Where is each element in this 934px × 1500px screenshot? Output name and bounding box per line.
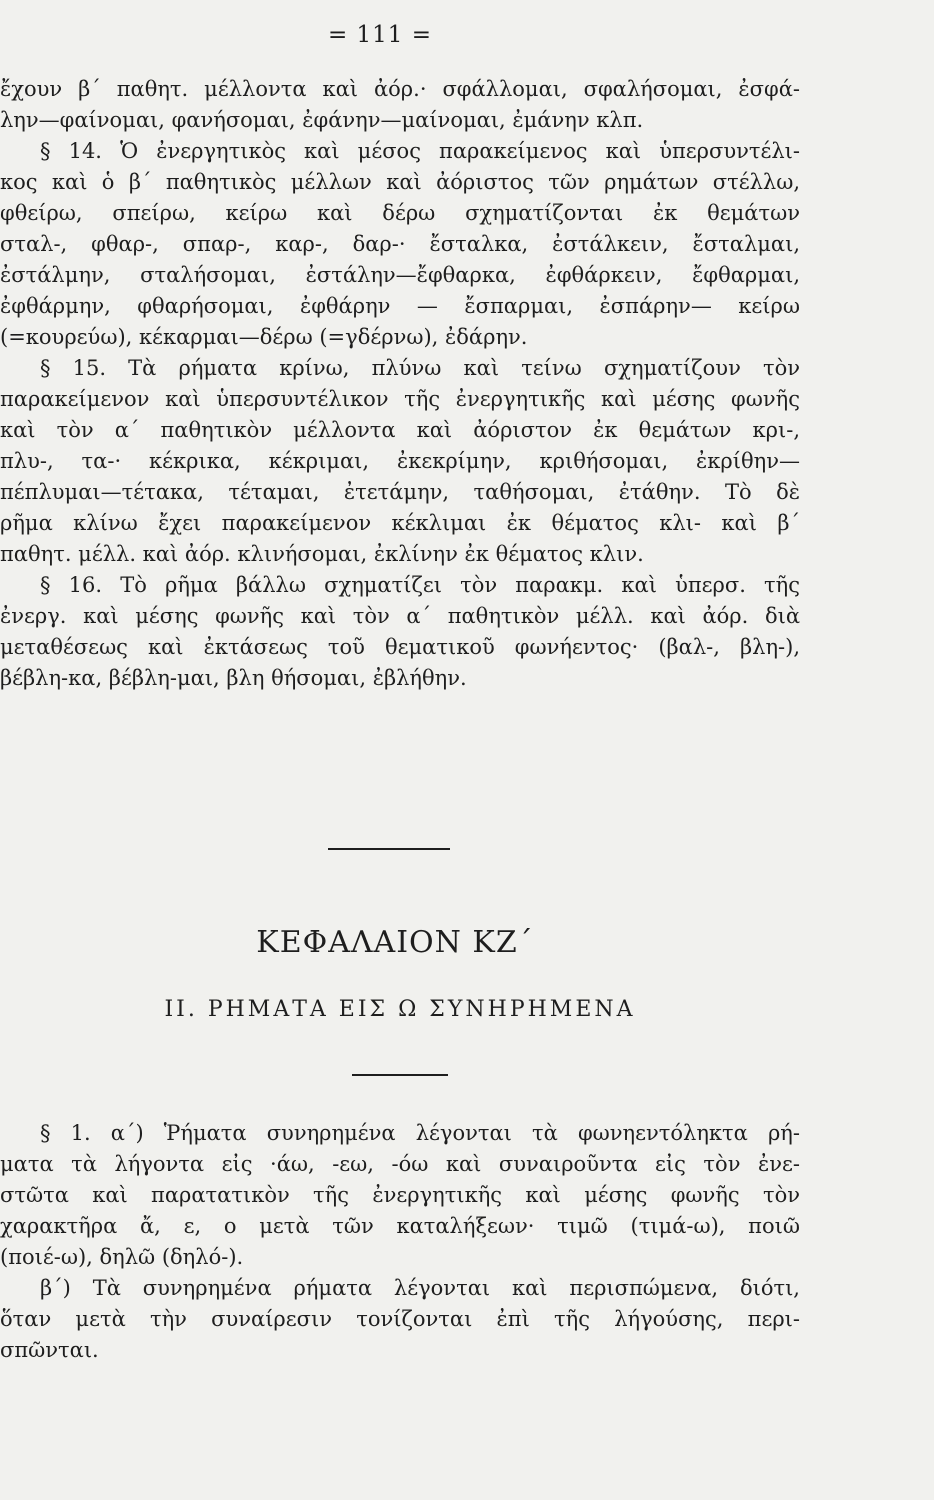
text-line: στῶτα καὶ παρατατικὸν τῆς ἐνεργητικῆς καὶ μέσης φωνῆς τὸν (0, 1183, 800, 1207)
text-line: φθείρω, σπείρω, κείρω καὶ δέρω σχηματίζονται ἐκ θεμάτων (0, 201, 800, 225)
text-line: σπῶνται. (0, 1338, 99, 1362)
page-number: = 111 = (327, 22, 433, 48)
text-line: ἐφθάρμην, φθαρήσομαι, ἐφθάρην — ἔσπαρμαι, ἐσπάρην— κείρω (0, 294, 800, 318)
text-line: παρακείμενον καὶ ὑπερσυντέλικον τῆς ἐνεργητικῆς καὶ μέσης φωνῆς (0, 387, 800, 411)
text-line: σταλ-, φθαρ-, σπαρ-, καρ-, δαρ-· ἔσταλκα, ἐστάλκειν, ἔσταλμαι, (0, 232, 800, 256)
paragraph-1-start: § 1. α΄) Ῥήματα συνηρημένα λέγονται τὰ φωνηεντόληκτα ρή- (40, 1121, 800, 1145)
text-line: ρῆμα κλίνω ἔχει παρακείμενον κέκλιμαι ἐκ θέματος κλι- καὶ β΄ (0, 511, 800, 535)
paragraph-15-start: § 15. Τὰ ρήματα κρίνω, πλύνω καὶ τείνω σχηματίζουν τὸν (40, 356, 800, 380)
upper-text-block (0, 74, 800, 694)
text-line: λην—φαίνομαι, φανήσομαι, ἐφάνην—μαίνομαι, ἐμάνην κλπ. (0, 108, 644, 132)
text-line: χαρακτῆρα ἄ, ε, ο μετὰ τῶν καταλήξεων· τιμῶ (τιμά-ω), ποιῶ (0, 1214, 800, 1238)
text-line: ματα τὰ λήγοντα εἰς ·άω, -εω, -όω καὶ συναιροῦντα εἰς τὸν ἐνε- (0, 1152, 800, 1176)
text-line: πλυ-, τα-· κέκρικα, κέκριμαι, ἐκεκρίμην, κριθήσομαι, ἐκρίθην— (0, 449, 800, 473)
text-line: (=κουρεύω), κέκαρμαι—δέρω (=γδέρνω), ἐδάρην. (0, 325, 528, 349)
text-line: πέπλυμαι—τέτακα, τέταμαι, ἐτετάμην, ταθήσομαι, ἐτάθην. Τὸ δὲ (0, 480, 800, 504)
text-line: ἔχουν β΄ παθητ. μέλλοντα καὶ ἀόρ.· σφάλλομαι, σφαλήσομαι, ἐσφά- (0, 77, 800, 101)
text-line: βέβλη-κα, βέβλη-μαι, βλη θήσομαι, ἐβλήθην. (0, 666, 467, 690)
paragraph-1b-start: β΄) Τὰ συνηρημένα ρήματα λέγονται καὶ περισπώμενα, διότι, (40, 1276, 800, 1300)
text-line: μεταθέσεως καὶ ἐκτάσεως τοῦ θεματικοῦ φωνήεντος· (βαλ-, βλη-), (0, 635, 800, 659)
text-line: παθητ. μέλλ. καὶ ἀόρ. κλινήσομαι, ἐκλίνην ἐκ θέματος κλιν. (0, 542, 644, 566)
lower-text-block (0, 1118, 800, 1366)
chapter-title: ΚΕΦΑΛΑΙΟΝ ΚΖ΄ (256, 925, 534, 960)
section-title: ΙΙ. ΡΗΜΑΤΑ ΕΙΣ Ω ΣΥΝΗΡΗΜΕΝΑ (164, 997, 636, 1022)
text-line: ὅταν μετὰ τὴν συναίρεσιν τονίζονται ἐπὶ τῆς λήγούσης, περι- (0, 1307, 800, 1331)
section-divider-rule (352, 1074, 448, 1076)
text-line: (ποιέ-ω), δηλῶ (δηλό-). (0, 1245, 244, 1269)
chapter-divider-rule (328, 848, 450, 850)
text-line: ἐνεργ. καὶ μέσης φωνῆς καὶ τὸν α΄ παθητικὸν μέλλ. καὶ ἀόρ. διὰ (0, 604, 800, 628)
paragraph-14-start: § 14. Ὁ ἐνεργητικὸς καὶ μέσος παρακείμενος καὶ ὑπερσυντέλι- (40, 139, 800, 163)
text-line: καὶ τὸν α΄ παθητικὸν μέλλοντα καὶ ἀόριστον ἐκ θεμάτων κρι-, (0, 418, 800, 442)
text-line: κος καὶ ὁ β΄ παθητικὸς μέλλων καὶ ἀόριστος τῶν ρημάτων στέλλω, (0, 170, 800, 194)
paragraph-16-start: § 16. Τὸ ρῆμα βάλλω σχηματίζει τὸν παρακμ. καὶ ὑπερσ. τῆς (40, 573, 800, 597)
text-line: ἐστάλμην, σταλήσομαι, ἐστάλην—ἔφθαρκα, ἐφθάρκειν, ἔφθαρμαι, (0, 263, 800, 287)
